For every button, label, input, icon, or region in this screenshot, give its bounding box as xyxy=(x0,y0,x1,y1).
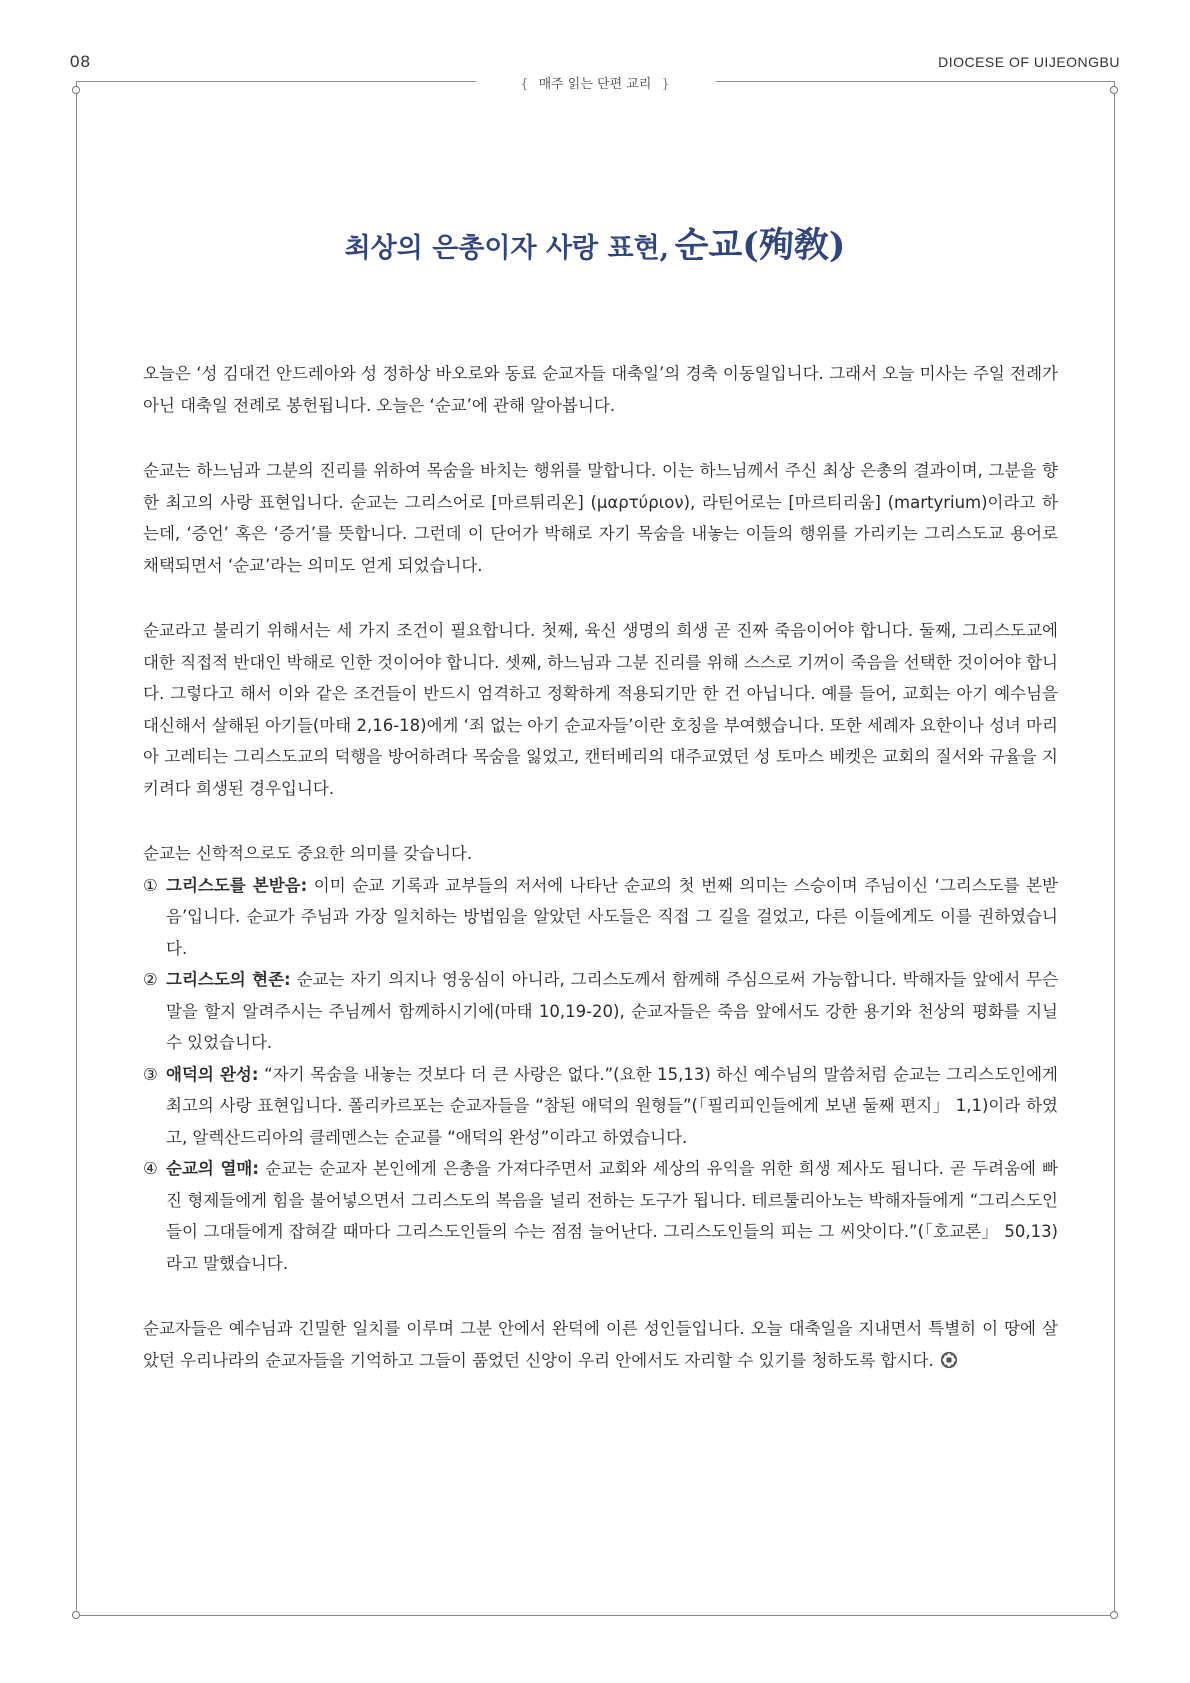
list-item-number: ① xyxy=(143,875,158,895)
frame-left xyxy=(76,81,77,1615)
paragraph-closing xyxy=(143,1313,1058,1376)
list-item-text: “자기 목숨을 내놓는 것보다 더 큰 사랑은 없다.”(요한 15,13) 하신 예수님의 말씀처럼 순교는 그리스도인에게 최고의 사랑 표현입니다. 폴리카르포는 순교자들을 “참된 애덕의 원형들”(「필리피인들에게 보낸 둘째 편지」 1,1)이라 하였고, 알렉산드리아의 클레멘스는 순교를 “애덕의 완성”이라고 하였습니다. xyxy=(166,1064,1058,1147)
list-item-term: 그리스도의 현존: xyxy=(166,970,291,989)
list-item xyxy=(143,1059,1058,1154)
frame-top-right xyxy=(716,81,1114,82)
diocese-name: DIOCESE OF UIJEONGBU xyxy=(938,54,1120,70)
article-title xyxy=(0,218,1190,268)
list-item-text: 순교는 자기 의지나 영웅심이 아니라, 그리스도께서 함께해 주심으로써 가능합니다. 박해자들 앞에서 무슨 말을 할지 알려주시는 주님께서 함께하시기에(마태 10,19-20), 순교자들은 죽음 앞에서도 강한 용기와 천상의 평화를 지닐 수 있었습니다. xyxy=(166,970,1058,1052)
list-item-term: 애덕의 완성: xyxy=(166,1064,259,1084)
article-title-main: 최상의 은총이자 사랑 표현, xyxy=(344,233,670,264)
frame-corner-dot xyxy=(72,86,80,94)
series-title xyxy=(0,73,1190,92)
list-item-number: ③ xyxy=(143,1064,158,1084)
frame-right xyxy=(1114,81,1115,1615)
article-body xyxy=(143,358,1058,1410)
paragraph-intro: 오늘은 ‘성 김대건 안드레아와 성 정하상 바오로와 동료 순교자들 대축일’의 경축 이동일입니다. 그래서 오늘 미사는 주일 전례가 아닌 대축일 전례로 봉헌됩니다. 오늘은 ‘순교’에 관해 알아봅니다. xyxy=(143,364,1058,415)
list-item-number: ② xyxy=(143,970,158,989)
frame-bottom xyxy=(76,1615,1114,1616)
frame-corner-dot xyxy=(72,1611,80,1619)
series-close-bracket: } xyxy=(661,77,670,92)
list-item xyxy=(143,870,1058,965)
list-item-text: 순교는 순교자 본인에게 은총을 가져다주면서 교회와 세상의 유익을 위한 희생 제사도 됩니다. 곧 두려움에 빠진 형제들에게 힘을 불어넣으면서 그리스도의 복음을 널리 전하는 도구가 됩니다. 테르툴리아노는 박해자들에게 “그리스도인들이 그대들에게 잡혀갈 때마다 그리스도인들의 수는 점점 늘어난다. 그리스도인들의 피는 그 씨앗이다.”(「호교론」 50,13)라고 말했습니다. xyxy=(166,1159,1059,1273)
series-title-text: 매주 읽는 단편 교리 xyxy=(538,77,652,92)
frame-corner-dot xyxy=(1110,86,1118,94)
list-item xyxy=(143,1153,1058,1279)
list-item xyxy=(143,964,1058,1059)
end-mark-flower-icon xyxy=(940,1351,958,1369)
paragraph-definition: 순교는 하느님과 그분의 진리를 위하여 목숨을 바치는 행위를 말합니다. 이는 하느님께서 주신 최상 은총의 결과이며, 그분을 향한 최고의 사랑 표현입니다. 순교는 그리스어로 [마르튀리온] (μαρτύριον), 라틴어로는 [마르티리움] (martyrium)이라고 하는데, ‘증언’ 혹은 ‘증거’를 뜻합니다. 그런데 이 단어가 박해로 자기 목숨을 내놓는 이들의 행위를 가리키는 그리스도교 용어로 채택되면서 ‘순교’라는 의미도 얻게 되었습니다. xyxy=(143,461,1058,575)
frame-corner-dot xyxy=(1110,1611,1118,1619)
frame-top-left xyxy=(76,81,476,82)
article-title-emphasis: 순교(殉敎) xyxy=(674,225,846,266)
list-item-term: 그리스도를 본받음: xyxy=(166,875,308,895)
list-item-term: 순교의 열매: xyxy=(166,1159,259,1178)
closing-text: 순교자들은 예수님과 긴밀한 일치를 이루며 그분 안에서 완덕에 이른 성인들입니다. 오늘 대축일을 지내면서 특별히 이 땅에 살았던 우리나라의 순교자들을 기억하고 그들이 품었던 신앙이 우리 안에서도 자리할 수 있기를 청하도록 합시다. xyxy=(143,1319,1058,1370)
paragraph-conditions: 순교라고 불리기 위해서는 세 가지 조건이 필요합니다. 첫째, 육신 생명의 희생 곧 진짜 죽음이어야 합니다. 둘째, 그리스도교에 대한 직접적 반대인 박해로 인한 것이어야 합니다. 셋째, 하느님과 그분 진리를 위해 스스로 기꺼이 죽음을 선택한 것이어야 합니다. 그렇다고 해서 이와 같은 조건들이 반드시 엄격하고 정확하게 적용되기만 한 건 아닙니다. 예를 들어, 교회는 아기 예수님을 대신해서 살해된 아기들(마태 2,16-18)에게 ‘죄 없는 아기 순교자들’이란 호칭을 부여했습니다. 또한 세례자 요한이나 성녀 마리아 고레티는 그리스도교의 덕행을 방어하려다 목숨을 잃었고, 캔터베리의 대주교였던 성 토마스 베켓은 교회의 질서와 규율을 지키려다 희생된 경우입니다. xyxy=(143,621,1058,798)
list-item-text: 이미 순교 기록과 교부들의 저서에 나타난 순교의 첫 번째 의미는 스승이며 주님이신 ‘그리스도를 본받음’입니다. 순교가 주님과 가장 일치하는 방법임을 알았던 사도들은 직접 그 길을 걸었고, 다른 이들에게도 이를 권하였습니다. xyxy=(166,875,1058,958)
page-number: 08 xyxy=(70,52,91,71)
series-open-bracket: { xyxy=(520,77,529,92)
list-intro: 순교는 신학적으로도 중요한 의미를 갖습니다. xyxy=(143,844,473,863)
list-item-number: ④ xyxy=(143,1159,158,1178)
